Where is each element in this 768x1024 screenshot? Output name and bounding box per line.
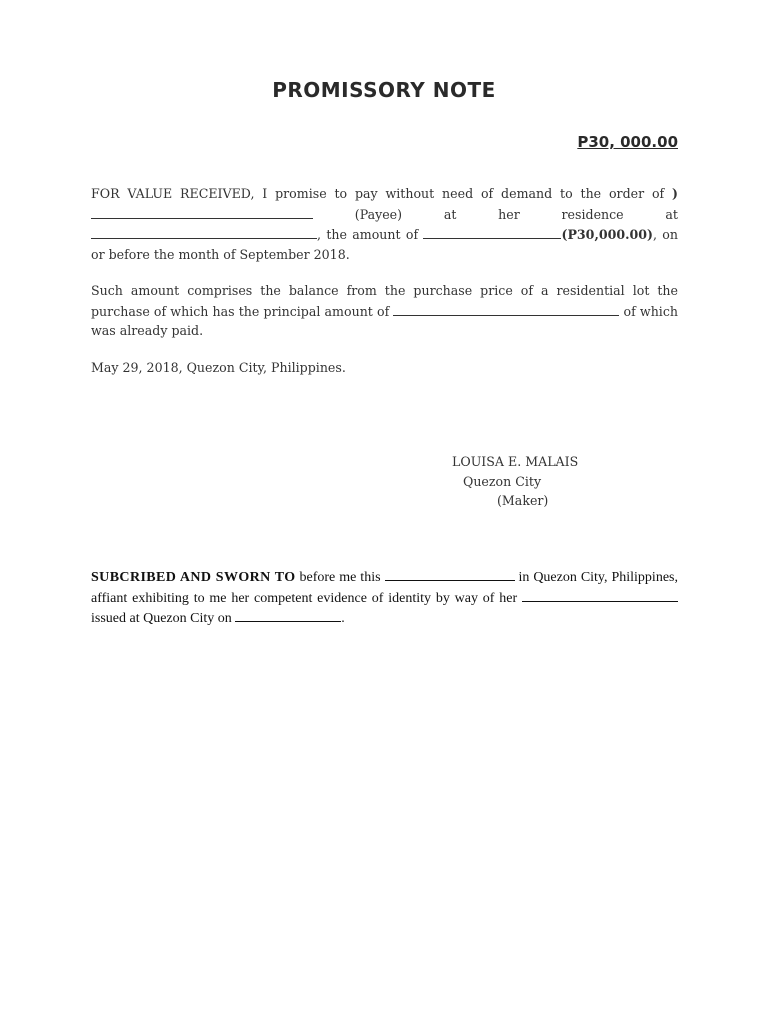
p2-text-1: Such amount comprises the balance from the purchase price of a residential lot the purchase of which has the principal amount of [91, 283, 678, 319]
jurat-text-3: issued at Quezon City on [91, 611, 236, 626]
jurat-text-2: in Quezon City, Philippines, affiant exhibiting to me her competent evidence of identity by way of her [91, 570, 678, 606]
residence-blank-line [91, 224, 317, 239]
signature-block [452, 452, 578, 511]
p1-amount-bold: (P30,000.00) [561, 227, 653, 242]
jurat-id-blank [522, 587, 678, 602]
jurat-issued-date-blank [235, 607, 341, 622]
p2-text-2: of which was already paid. [91, 303, 678, 338]
jurat-paragraph [91, 566, 678, 628]
p1-text-4: , on or before the month of September 2018. [91, 227, 679, 262]
amount-blank-line [423, 224, 561, 239]
jurat-date-blank [385, 566, 515, 581]
paragraph-balance [91, 281, 678, 341]
p1-text-1: FOR VALUE RECEIVED, I promise to pay without need of demand to the order of [91, 186, 673, 201]
jurat-text-4: . [341, 611, 345, 626]
signatory-city: Quezon City [463, 473, 542, 489]
document-title: PROMISSORY NOTE [272, 78, 496, 102]
p1-text-2: (Payee) at her residence at [313, 206, 678, 222]
date-place-line: May 29, 2018, Quezon City, Philippines. [91, 360, 346, 375]
signatory-name: LOUISA E. MALAIS [452, 454, 579, 469]
signatory-role: (Maker) [497, 493, 549, 508]
paragraph-payment-promise [91, 184, 678, 264]
jurat-lead: SUBCRIBED AND SWORN TO [91, 570, 296, 585]
p1-paren: ) [672, 186, 678, 201]
p1-text-3: , the amount of [317, 227, 424, 242]
jurat-text-1: before me this [295, 570, 385, 585]
principal-blank-line [393, 301, 619, 316]
amount-heading: P30, 000.00 [577, 133, 678, 151]
payee-blank-line [91, 204, 313, 219]
